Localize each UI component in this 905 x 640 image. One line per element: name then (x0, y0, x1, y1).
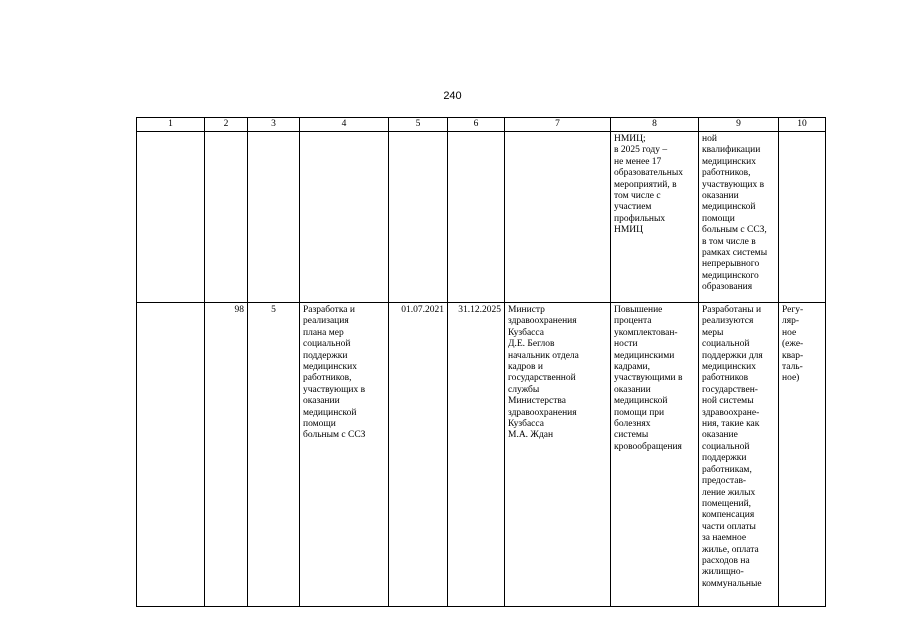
column-number-row (137, 118, 826, 132)
end-date-cell: 31.12.2025 (448, 303, 505, 607)
column-header: 1 (137, 118, 205, 132)
table-row (137, 303, 826, 607)
table-cell (137, 132, 205, 303)
page-number: 240 (443, 90, 462, 102)
row-number-cell: 98 (205, 303, 248, 607)
column-header: 8 (611, 118, 699, 132)
column-header: 2 (205, 118, 248, 132)
column-header: 10 (779, 118, 826, 132)
table-cell (300, 132, 389, 303)
column-header: 9 (699, 118, 779, 132)
column-header: 3 (248, 118, 300, 132)
start-date-cell: 01.07.2021 (389, 303, 448, 607)
indicator-cell: НМИЦ; в 2025 году – не менее 17 образовательных мероприятий, в том числе с участием профильных НМИЦ (611, 132, 699, 303)
table-cell (779, 132, 826, 303)
result-cell: ной квалификации медицинских работников, участвующих в оказании медицинской помощи больным с ССЗ, в том числе в рамках системы непрерывного медицинского образования (699, 132, 779, 303)
table-cell (205, 132, 248, 303)
plan-table (136, 117, 826, 607)
column-header: 7 (505, 118, 611, 132)
indicator-cell: Повышение процента укомплектован- ности медицинскими кадрами, участвующими в оказании медицинской помощи при болезнях системы кровообращения (611, 303, 699, 607)
result-cell: Разработаны и реализуются меры социальной поддержки для медицинских работников государствен- ной системы здравоохране- ния, такие как оказание социальной поддержки работникам, предостав- ление жилых помещений, компенсация части оплаты за наемное жилье, оплата расходов на жилищно- коммунальные (699, 303, 779, 607)
frequency-cell: Регу- ляр- ное (еже- квар- таль- ное) (779, 303, 826, 607)
table-cell (505, 132, 611, 303)
table-cell (137, 303, 205, 607)
column-header: 6 (448, 118, 505, 132)
item-number-cell: 5 (248, 303, 300, 607)
table-row (137, 132, 826, 303)
table-cell (448, 132, 505, 303)
table-cell (248, 132, 300, 303)
activity-cell: Разработка и реализация плана мер социальной поддержки медицинских работников, участвующих в оказании медицинской помощи больным с ССЗ (300, 303, 389, 607)
responsible-cell: Министр здравоохранения Кузбасса Д.Е. Беглов начальник отдела кадров и государственной службы Министерства здравоохранения Кузбасса М.А. Ждан (505, 303, 611, 607)
column-header: 5 (389, 118, 448, 132)
table-cell (389, 132, 448, 303)
column-header: 4 (300, 118, 389, 132)
